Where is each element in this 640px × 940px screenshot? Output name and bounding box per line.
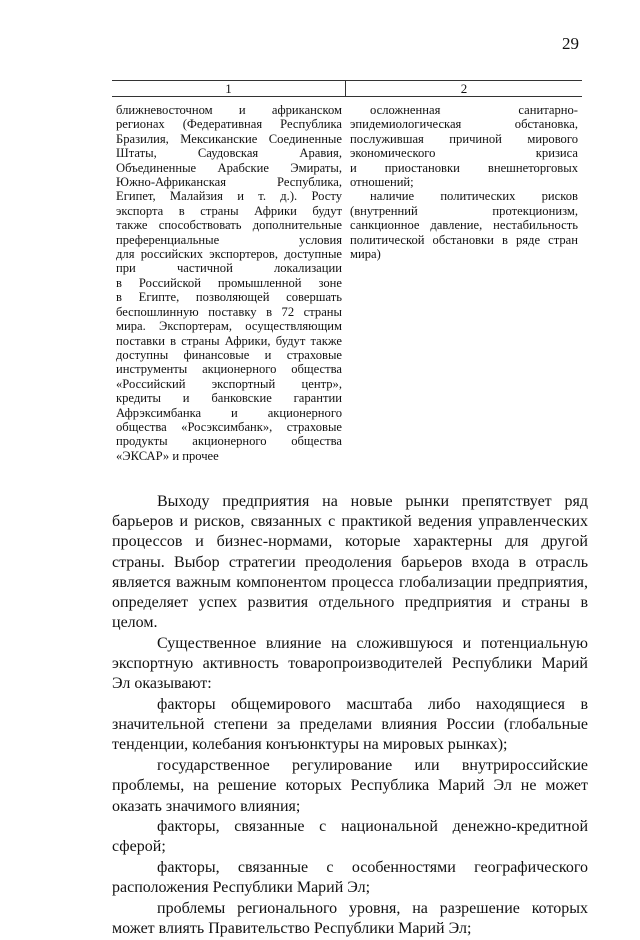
table-cell-line: Египет, Малайзия и т. д.). Росту — [116, 189, 342, 204]
table-cell-line: (внутренний протекционизм, — [350, 203, 578, 218]
table-cell-line: Объединенные Арабские Эмираты, — [116, 160, 342, 175]
table-cell-line: экономического кризиса — [350, 146, 578, 161]
table-cell-line: кредиты и банковские гарантии — [116, 391, 342, 406]
table-cell-line: Афрэксимбанка и акционерного — [116, 405, 342, 420]
table-cell-col-2 — [350, 103, 578, 261]
table-cell-line: также способствовать дополнительные — [116, 218, 342, 233]
table-cell-line: «ЭКСАР» и прочее — [116, 448, 219, 463]
paragraph: Выходу предприятия на новые рынки препятствует ряд барьеров и рисков, связанных с практикой ведения управленческих процессов и бизнес-нормами, которые характерны для другой страны. Выбор стратегии преодоления барьеров входа в отрасль является важным компонентом процесса глобализации предприятия, определяет успех развития отдельного предприятия и страны в целом. — [112, 493, 588, 632]
table-cell-line: мира. Экспортерам, осуществляющим — [116, 319, 342, 334]
table-cell-line: в Российской промышленной зоне — [116, 275, 342, 290]
table-cell-line: ближневосточном и африканском — [116, 103, 342, 117]
paragraph: факторы, связанные с национальной денежно-кредитной сферой; — [112, 818, 588, 856]
table-header-col-2: 2 — [460, 81, 468, 96]
paragraph: проблемы регионального уровня, на разрешение которых может влиять Правительство Республики Марий Эл; — [112, 900, 588, 938]
table-cell-line: санкционное давление, нестабильность — [350, 218, 578, 233]
table-cell-line: отношений; — [350, 175, 414, 190]
table-cell-line: поставки в страны Африки, будут также — [116, 333, 342, 348]
table-cell-line: экспорта в страны Африки будут — [116, 203, 342, 218]
table-cell-line: в Египте, позволяющей совершать — [116, 290, 342, 305]
table-cell-line: наличие политических рисков — [370, 189, 578, 204]
table-cell-line: Бразилия, Мексиканские Соединенные — [116, 131, 342, 146]
table-cell-line: мира) — [350, 247, 381, 262]
table-cell-line: преференциальные условия — [116, 232, 342, 247]
table-cell-col-1 — [116, 103, 342, 463]
table-cell-line: Южно-Африканская Республика, — [116, 175, 342, 190]
table-cell-line: для российских экспортеров, доступные — [116, 247, 342, 262]
table-cell-line: продукты акционерного общества — [116, 434, 342, 449]
page-number: 29 — [562, 34, 579, 53]
table-cell-line: при частичной локализации — [116, 261, 342, 276]
table-cell-line: и приостановки внешнеторговых — [350, 160, 578, 175]
paragraph: факторы, связанные с особенностями географического расположения Республики Марий Эл; — [112, 859, 588, 897]
table-cell-line: общества «Росэксимбанк», страховые — [116, 419, 342, 434]
table-cell-line: осложненная санитарно- — [370, 103, 578, 117]
table-header-col-1: 1 — [225, 81, 232, 96]
table-cell-line: послужившая причиной мирового — [350, 131, 578, 146]
table-cell-line: политической обстановки в ряде стран — [350, 232, 578, 247]
body-text — [112, 492, 588, 940]
table-cell-line: эпидемиологическая обстановка, — [350, 117, 578, 132]
table-cell-line: регионах (Федеративная Республика — [116, 117, 342, 132]
table-cell-line: инструменты акционерного общества — [116, 362, 342, 377]
paragraph: государственное регулирование или внутрироссийские проблемы, на решение которых Республика Марий Эл не может оказать значимого влияния; — [112, 757, 588, 815]
table-header-row — [112, 80, 582, 97]
table-cell-line: Штаты, Саудовская Аравия, — [116, 146, 342, 161]
table-cell-line: беспошлинную поставку в 72 страны — [116, 304, 342, 319]
paragraph: Существенное влияние на сложившуюся и потенциальную экспортную активность товаропроизводителей Республики Марий Эл оказывают: — [112, 634, 588, 693]
paragraph: факторы общемирового масштаба либо находящиеся в значительной степени за пределами влияния России (глобальные тенденции, колебания конъюнктуры на мировых рынках); — [112, 696, 588, 754]
risk-table — [112, 80, 582, 463]
table-cell-line: «Российский экспортный центр», — [116, 376, 342, 391]
table-cell-line: доступны финансовые и страховые — [116, 347, 342, 362]
